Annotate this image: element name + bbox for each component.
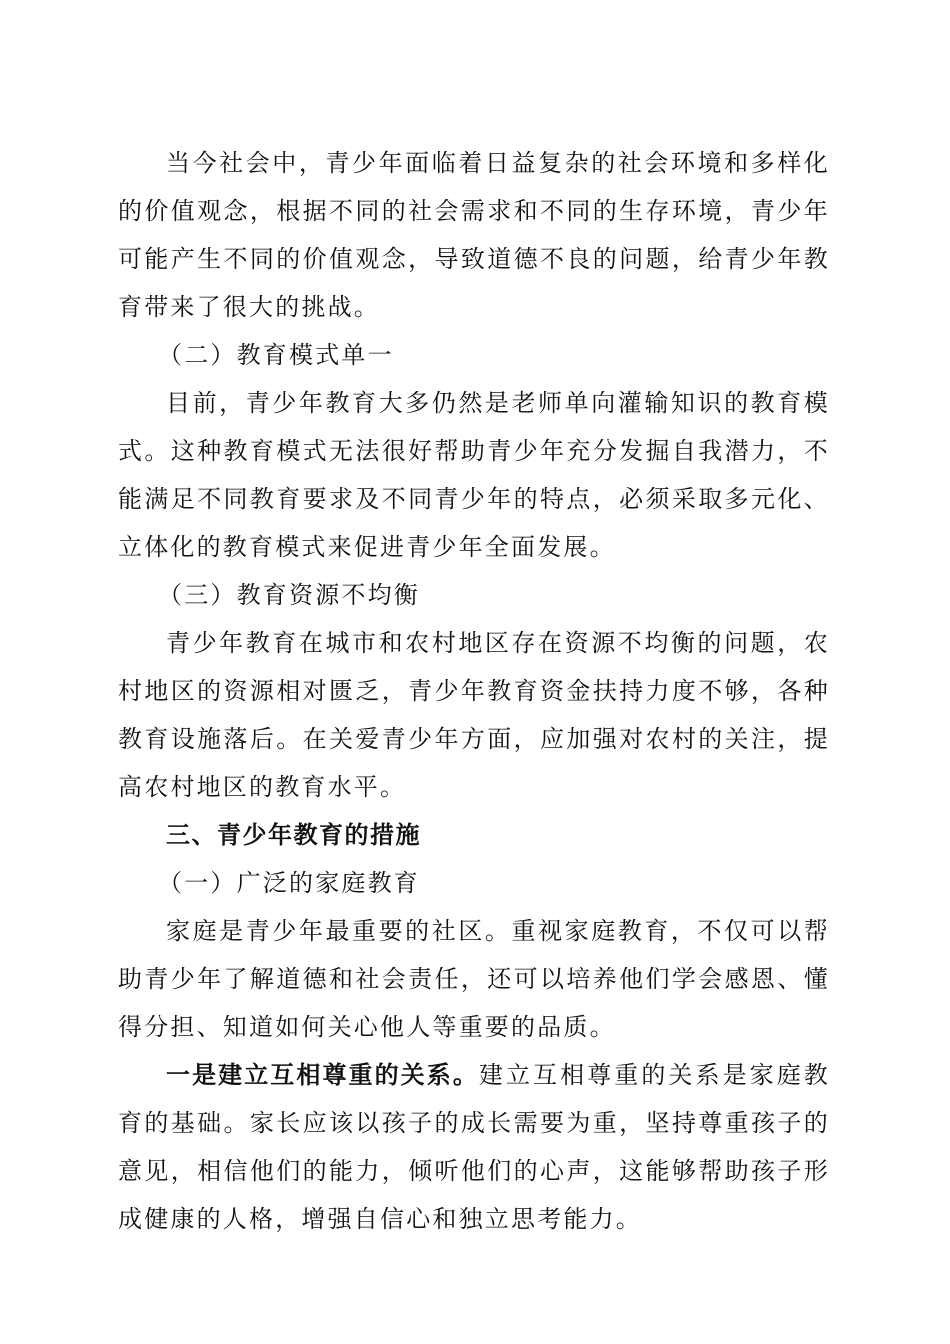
section-heading-education-mode: （二）教育模式单一: [158, 341, 394, 369]
education-resources-paragraph: 青少年教育在城市和农村地区存在资源不均衡的问题，农村地区的资源相对匮乏，青少年教育资金扶持力度不够，各种教育设施落后。在关爱青少年方面，应加强对农村的关注，提高农村地区的教育水平。: [118, 629, 830, 801]
intro-paragraph: 当今社会中，青少年面临着日益复杂的社会环境和多样化的价值观念，根据不同的社会需求和不同的生存环境，青少年可能产生不同的价值观念，导致道德不良的问题，给青少年教育带来了很大的挑战。: [118, 149, 830, 321]
section-heading-measures: 三、青少年教育的措施: [166, 821, 421, 849]
document-body: [118, 139, 830, 1243]
section-heading-education-resources: （三）教育资源不均衡: [158, 581, 420, 609]
section-heading-family-education: （一）广泛的家庭教育: [158, 869, 420, 897]
mutual-respect-body: 建立互相尊重的关系是家庭教育的基础。家长应该以孩子的成长需要为重，坚持尊重孩子的意见，相信他们的能力，倾听他们的心声，这能够帮助孩子形成健康的人格，增强自信心和独立思考能力。: [118, 1061, 830, 1233]
family-education-paragraph: 家庭是青少年最重要的社区。重视家庭教育，不仅可以帮助青少年了解道德和社会责任，还可以培养他们学会感恩、懂得分担、知道如何关心他人等重要的品质。: [118, 917, 830, 1041]
education-mode-paragraph: 目前，青少年教育大多仍然是老师单向灌输知识的教育模式。这种教育模式无法很好帮助青少年充分发掘自我潜力，不能满足不同教育要求及不同青少年的特点，必须采取多元化、立体化的教育模式来促进青少年全面发展。: [118, 389, 830, 561]
mutual-respect-paragraph: [118, 1051, 830, 1243]
mutual-respect-lead: 一是建立互相尊重的关系。: [166, 1061, 479, 1089]
